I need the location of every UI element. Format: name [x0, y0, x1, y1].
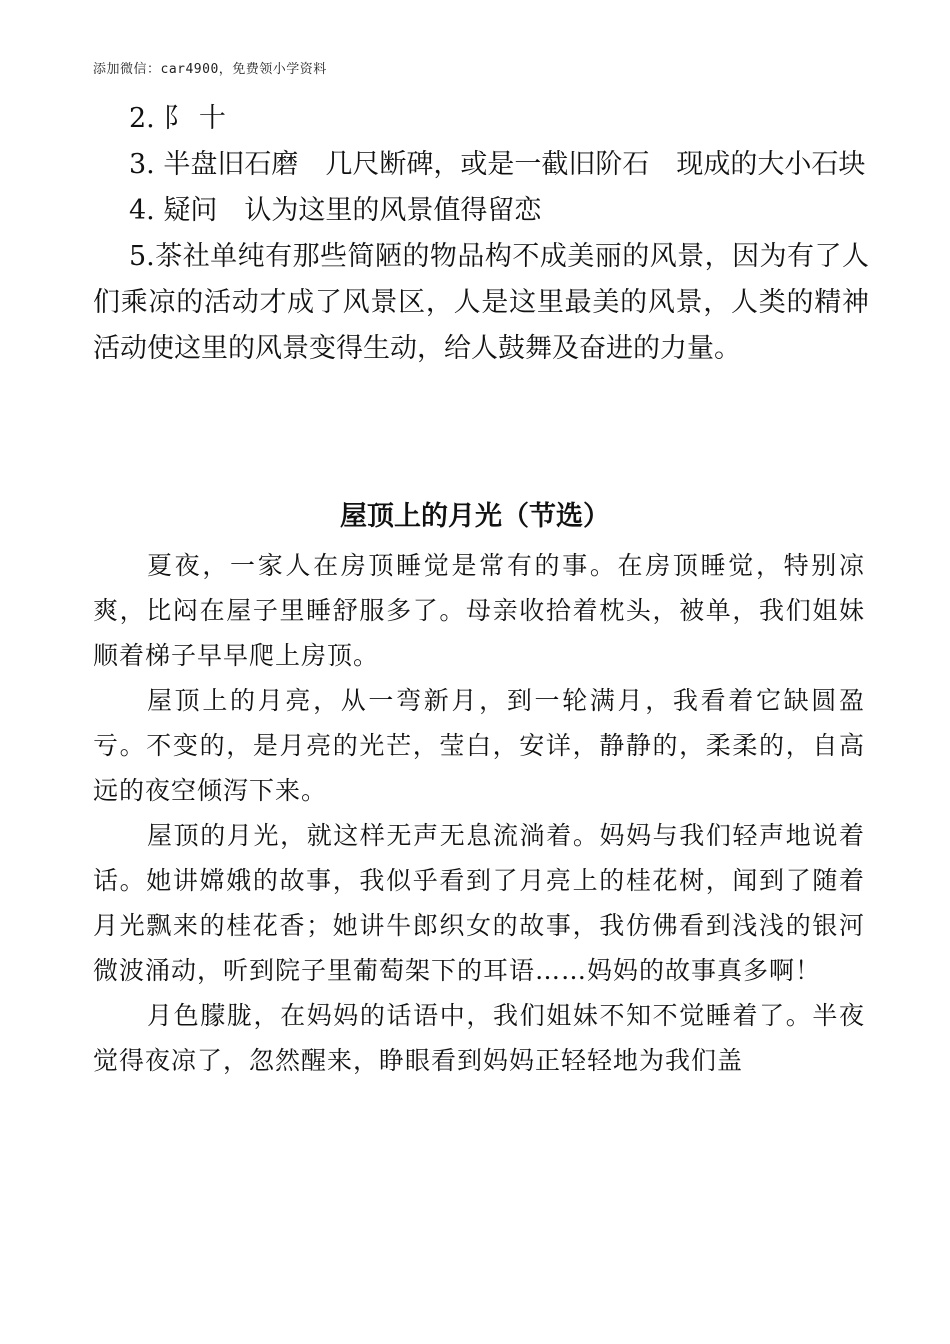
answer-list	[93, 96, 869, 372]
article-paragraph-3: 屋顶的月光，就这样无声无息流淌着。妈妈与我们轻声地说着话。她讲嫦娥的故事，我似乎看到了月亮上的桂花树，闻到了随着月光飘来的桂花香；她讲牛郎织女的故事，我仿佛看到浅浅的银河微波涌动，听到院子里葡萄架下的耳语……妈妈的故事真多啊！	[93, 821, 865, 985]
article-paragraph-1: 夏夜，一家人在房顶睡觉是常有的事。在房顶睡觉，特别凉爽，比闷在屋子里睡舒服多了。母亲收拾着枕头，被单，我们姐妹顺着梯子早早爬上房顶。	[93, 551, 865, 670]
article-body	[93, 543, 865, 1083]
answer-item-2: 2. 阝 十	[129, 103, 226, 134]
article-title: 屋顶上的月光（节选）	[340, 501, 610, 532]
answer-item-3: 3. 半盘旧石磨 几尺断碑，或是一截旧阶石 现成的大小石块	[129, 149, 866, 180]
header-watermark-note: 添加微信：car4900，免费领小学资料	[93, 62, 327, 77]
answer-item-5: 5.茶社单纯有那些简陋的物品构不成美丽的风景，因为有了人们乘凉的活动才成了风景区，人是这里最美的风景，人类的精神活动使这里的风景变得生动，给人鼓舞及奋进的力量。	[93, 241, 869, 364]
article-paragraph-2: 屋顶上的月亮，从一弯新月，到一轮满月，我看着它缺圆盈亏。不变的，是月亮的光芒，莹白，安详，静静的，柔柔的，自高远的夜空倾泻下来。	[93, 686, 865, 805]
answer-item-4: 4. 疑问 认为这里的风景值得留恋	[129, 195, 542, 226]
article-paragraph-4: 月色朦胧，在妈妈的话语中，我们姐妹不知不觉睡着了。半夜觉得夜凉了，忽然醒来，睁眼看到妈妈正轻轻地为我们盖	[93, 1001, 865, 1075]
